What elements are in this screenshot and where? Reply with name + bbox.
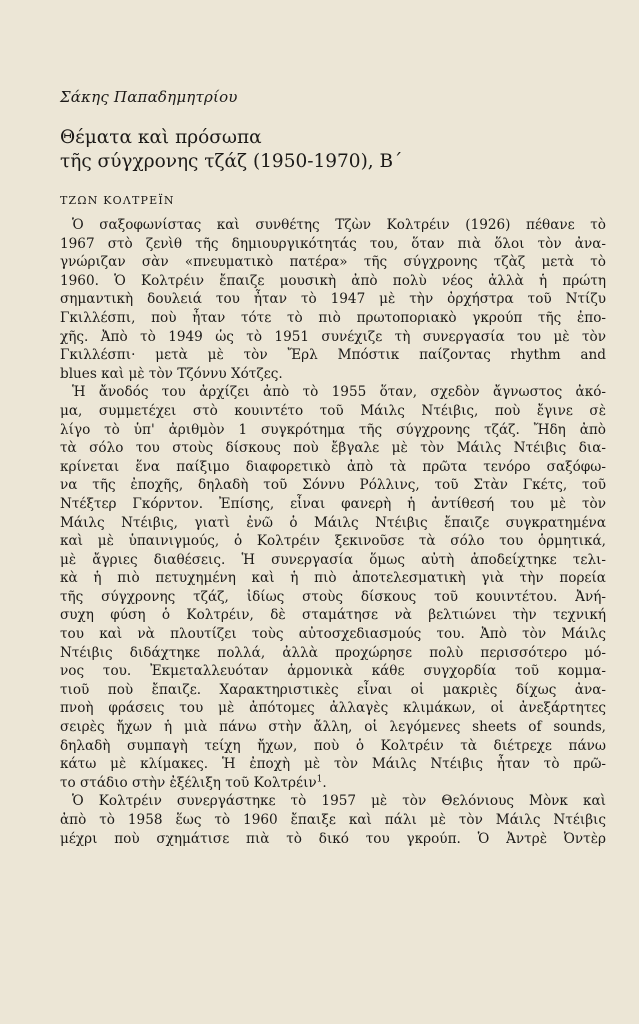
text-line-content: ἀπὸ τὸ 1958 ἕως τὸ 1960 ἔπαιξε καὶ πάλι μὲ τὸν Μάιλς Ντέιβις bbox=[60, 812, 606, 828]
text-line bbox=[60, 774, 606, 793]
text-line-content: Ντέξτερ Γκόρντον. Ἐπίσης, εἶναι φανερὴ ἡ ἀντίθεσή του μὲ τὸν bbox=[60, 495, 606, 512]
text-line bbox=[60, 439, 606, 458]
text-line-content: μὲ ἄγριες διαθέσεις. Ἡ συνεργασία ὅμως αὐτὴ ἀποδείχτηκε τελι- bbox=[60, 551, 606, 568]
text-line-content: το στάδιο στὴν ἐξέλιξη τοῦ Κολτρέιν bbox=[60, 774, 317, 791]
text-line bbox=[60, 532, 606, 551]
text-line bbox=[60, 830, 606, 849]
text-line bbox=[60, 681, 606, 700]
text-line bbox=[60, 290, 606, 309]
text-line-content: Ὁ Κολτρέιν συνεργάστηκε τὸ 1957 μὲ τὸν Θελόνιους Μὸνκ καὶ bbox=[72, 793, 606, 810]
text-line bbox=[60, 216, 606, 235]
text-line bbox=[60, 253, 606, 272]
text-line-content: Ντέιβις διδάχτηκε πολλά, ἀλλὰ προχώρησε πολὺ περισσότερο μό- bbox=[60, 644, 606, 661]
text-line-content: Μάιλς Ντέιβις, γιατὶ ἐνῶ ὁ Μάιλς Ντέιβις ἔπαιζε συγκρατημένα bbox=[60, 514, 606, 531]
text-line bbox=[60, 495, 606, 514]
text-line-content: λίγο τὸ ὑπ' ἀριθμὸν 1 συγκρότημα τῆς σύγχρονης τζάζ. Ἤδη ἀπὸ bbox=[60, 421, 606, 438]
text-line bbox=[60, 718, 606, 737]
text-line bbox=[60, 421, 606, 440]
text-line bbox=[60, 383, 606, 402]
text-line bbox=[60, 644, 606, 663]
text-line bbox=[60, 272, 606, 291]
text-line-content: κάτω μὲ κλίμακες. Ἡ ἐποχὴ μὲ τὸν Μάιλς Ντέιβις ἦταν τὸ πρῶ- bbox=[60, 756, 606, 773]
text-line bbox=[60, 588, 606, 607]
text-line-content: συχη φύση ὁ Κολτρέιν, δὲ σταμάτησε νὰ βελτιώνει τὴν τεχνική bbox=[60, 607, 606, 624]
text-line-content: μέχρι ποὺ σχημάτισε πιὰ τὸ δικό του γκρούπ. Ὁ Ἀντρὲ Ὀντὲρ bbox=[60, 830, 606, 847]
text-line bbox=[60, 402, 606, 421]
text-line bbox=[60, 569, 606, 588]
text-line-content: καὶ μὲ ὑπαινιγμούς, ὁ Κολτρέιν ξεκινοῦσε τὰ σόλο του ὁρμητικά, bbox=[60, 533, 606, 550]
text-line bbox=[60, 346, 606, 365]
text-line bbox=[60, 606, 606, 625]
text-line bbox=[60, 235, 606, 254]
text-line-content: να τῆς ἐποχῆς, δηλαδὴ τοῦ Σόννυ Ρόλλινς, τοῦ Στὰν Γκέτς, τοῦ bbox=[60, 477, 606, 494]
title-line-2: τῆς σύγχρονης τζάζ (1950-1970), Β΄ bbox=[60, 151, 403, 172]
text-line bbox=[60, 514, 606, 533]
text-line-content: Ἡ ἄνοδός του ἀρχίζει ἀπὸ τὸ 1955 ὅταν, σχεδὸν ἄγνωστος ἀκό- bbox=[72, 384, 606, 401]
text-line-tail: . bbox=[322, 774, 327, 791]
text-line-content: κρίνεται ἕνα παίξιμο διαφορετικὸ ἀπὸ τὰ πρῶτα τενόρο σαξόφω- bbox=[60, 458, 606, 475]
text-line bbox=[60, 792, 606, 811]
text-line bbox=[60, 755, 606, 774]
text-line-content: 1967 στὸ ζενὶθ τῆς δημιουργικότητάς του, ὅταν πιὰ ὅλοι τὸν ἀνα- bbox=[60, 235, 606, 252]
text-line bbox=[60, 476, 606, 495]
text-line bbox=[60, 365, 606, 384]
text-line bbox=[60, 811, 606, 830]
text-line-content: blues καὶ μὲ τὸν Τζόννυ Χότζες. bbox=[60, 365, 283, 382]
text-line bbox=[60, 625, 606, 644]
article-title bbox=[60, 126, 620, 174]
text-line-content: τῆς σύγχρονης τζάζ, ἰδίως στοὺς δίσκους τοῦ κουιντέτου. Ἀνή- bbox=[60, 588, 606, 605]
text-line bbox=[60, 328, 606, 347]
text-line bbox=[60, 551, 606, 570]
author-name: Σάκης Παπαδημητρίου bbox=[60, 88, 238, 106]
text-line-content: κὰ ἡ πιὸ πετυχημένη καὶ ἡ πιὸ ἀποτελεσματικὴ γιὰ τὴν πορεία bbox=[60, 570, 606, 587]
title-line-1: Θέματα καὶ πρόσωπα bbox=[60, 127, 262, 148]
text-line-content: τιοῦ ποὺ ἔπαιζε. Χαρακτηριστικὲς εἶναι οἱ μακριὲς δίχως ἀνα- bbox=[60, 681, 606, 698]
text-line-content: νος του. Ἐκμεταλλευόταν ἁρμονικὰ κάθε συγχορδία τοῦ κομμα- bbox=[60, 663, 606, 680]
text-line-content: δηλαδὴ συμπαγὴ τείχη ἤχων, ποὺ ὁ Κολτρέιν τὰ διέτρεχε πάνω bbox=[60, 737, 606, 754]
text-line-content: πνοὴ φράσεις του μὲ ἀπότομες ἀλλαγὲς κλιμάκων, οἱ ἀνεξάρτητες bbox=[60, 700, 606, 717]
text-line bbox=[60, 309, 606, 328]
text-line-content: του καὶ νὰ πλουτίζει τοὺς αὐτοσχεδιασμούς του. Ἀπὸ τὸν Μάιλς bbox=[60, 626, 606, 643]
text-line-content: γνώριζαν σὰν «πνευματικὸ πατέρα» τῆς σύγχρονης τζὰζ μετὰ τὸ bbox=[60, 254, 606, 271]
text-line-content: Ὁ σαξοφωνίστας καὶ συνθέτης Τζὼν Κολτρέιν (1926) πέθανε τὸ bbox=[72, 217, 606, 233]
text-line-content: τὰ σόλο του στοὺς δίσκους ποὺ ἔβγαλε μὲ τὸν Μάιλς Ντέιβις δια- bbox=[60, 440, 606, 457]
footnote-marker: 1 bbox=[316, 774, 323, 785]
text-line-content: Γκιλλέσπι· μετὰ μὲ τὸν Ἔρλ Μπόστικ παίζοντας rhythm and bbox=[60, 347, 606, 364]
body-text bbox=[60, 216, 606, 848]
text-line bbox=[60, 699, 606, 718]
section-heading: ΤΖΩΝ ΚΟΛΤΡΕΪΝ bbox=[60, 194, 175, 207]
text-line-content: σειρὲς ἤχων ἡ μιὰ πάνω στὴν ἄλλη, οἱ λεγόμενες sheets of sounds, bbox=[60, 719, 606, 736]
text-line bbox=[60, 737, 606, 756]
text-line-content: σημαντικὴ δουλειά του ἦταν τὸ 1947 μὲ τὴν ὀρχήστρα τοῦ Ντίζυ bbox=[60, 291, 606, 308]
text-line-content: χῆς. Ἀπὸ τὸ 1949 ὡς τὸ 1951 συνέχιζε τὴ συνεργασία του μὲ τὸν bbox=[60, 328, 606, 345]
text-line bbox=[60, 458, 606, 477]
text-line bbox=[60, 662, 606, 681]
text-line-content: 1960. Ὁ Κολτρέιν ἔπαιζε μουσικὴ ἀπὸ πολὺ νέος ἀλλὰ ἡ πρώτη bbox=[60, 272, 606, 289]
text-line-content: μα, συμμετέχει στὸ κουιντέτο τοῦ Μάιλς Ντέιβις, ποὺ ἔγινε σὲ bbox=[60, 402, 606, 419]
text-line-content: Γκιλλέσπι, ποὺ ἦταν τότε τὸ πιὸ πρωτοποριακὸ γκρούπ τῆς ἐπο- bbox=[60, 309, 606, 326]
